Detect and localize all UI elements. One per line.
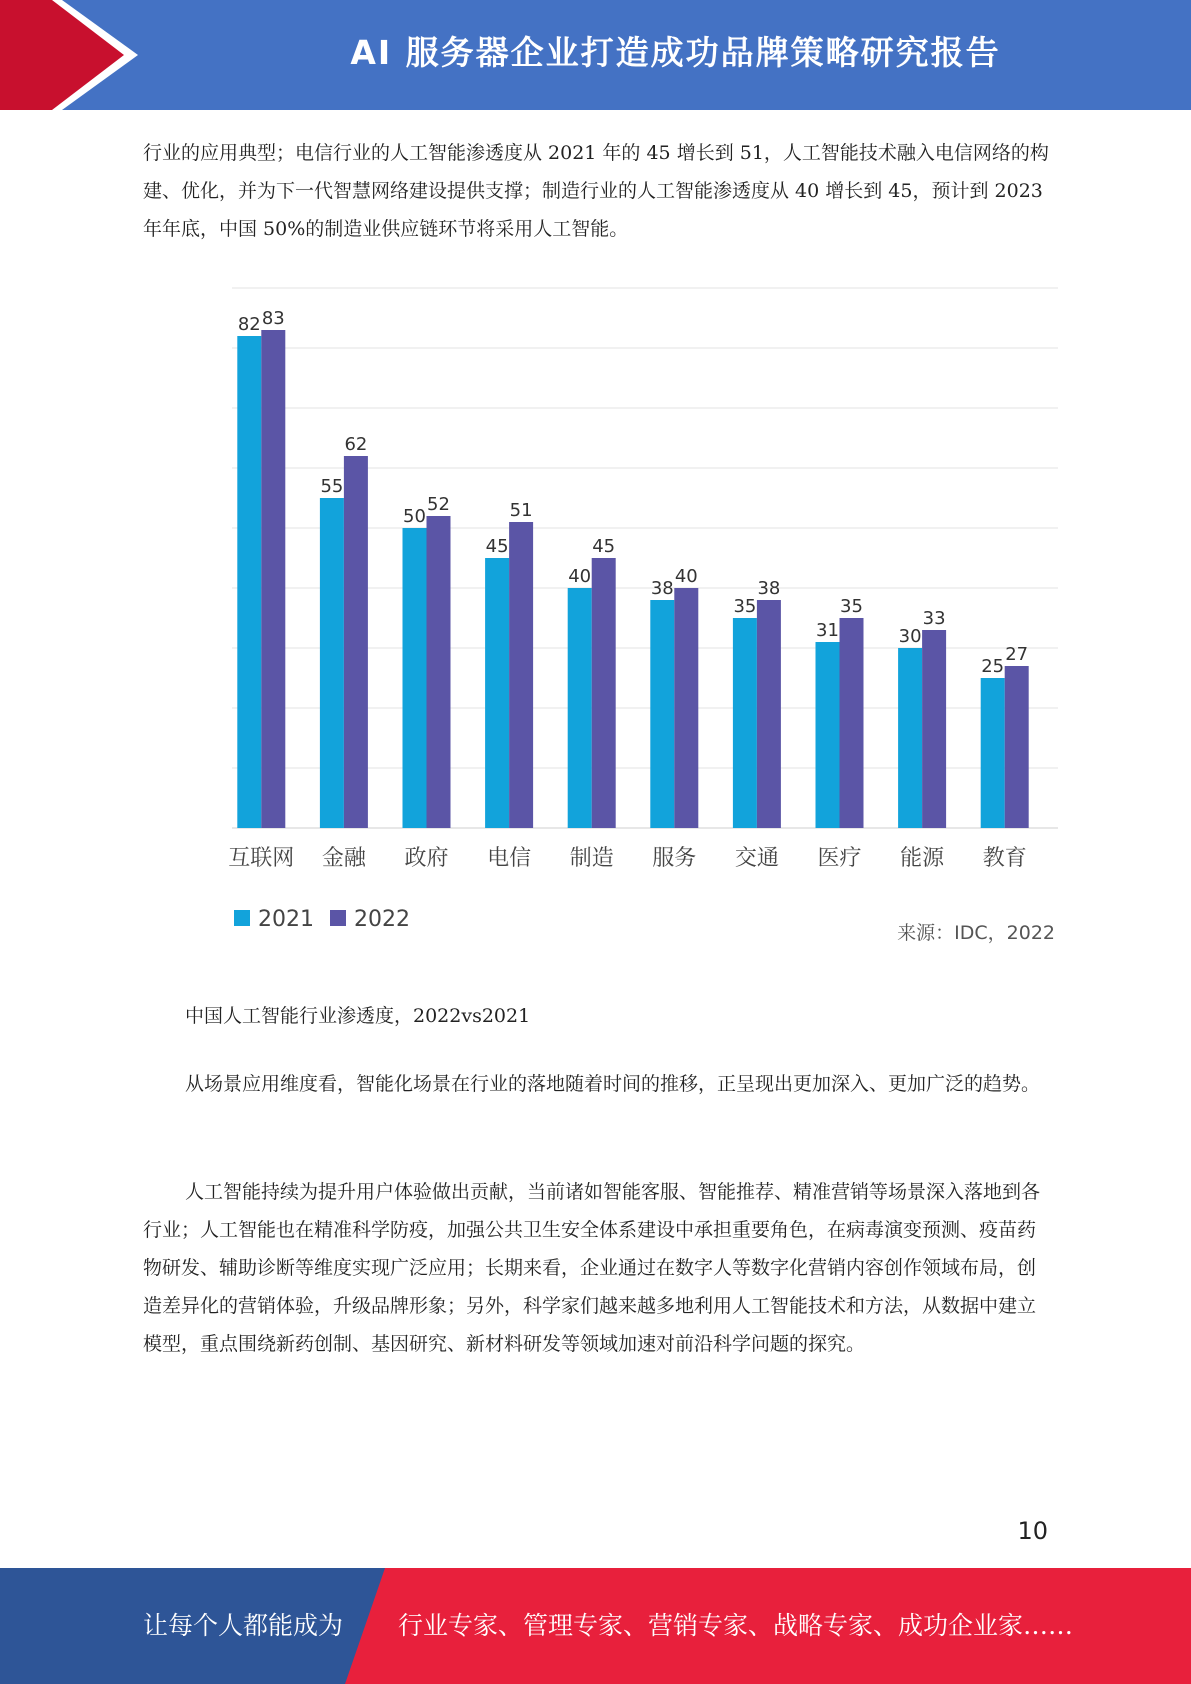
report-title: AI 服务器企业打造成功品牌策略研究报告 [350,33,1001,72]
x-tick-label: 制造 [569,846,614,871]
bar-2021 [898,648,922,828]
data-label: 31 [816,620,839,641]
penetration-bar-chart [210,272,1080,962]
bar-2022 [674,588,698,828]
data-label: 40 [674,566,698,587]
x-tick-label: 能源 [900,846,945,871]
page-footer [0,1568,1191,1684]
x-tick-label: 金融 [321,846,366,871]
body-paragraph-3: 人工智能持续为提升用户体验做出贡献，当前诸如智能客服、智能推荐、精准营销等场景深入落地到各行业；人工智能也在精准科学防疫，加强公共卫生安全体系建设中承担重要角色，在病毒演变预测、疫苗药物研发、辅助诊断等维度实现广泛应用；长期来看，企业通过在数字人等数字化营销内容创作领域布局，创造差异化的营销体验，升级品牌形象；另外，科学家们越来越多地利用人工智能技术和方法，从数据中建立模型，重点围绕新药创制、基因研究、新材料研发等领域加速对前沿科学问题的探究。 [143,1181,1041,1355]
body-paragraph-2: 从场景应用维度看，智能化场景在行业的落地随着时间的推移，正呈现出更加深入、更加广泛的趋势。 [185,1073,1041,1095]
data-label: 82 [237,314,261,335]
data-label: 33 [922,608,946,629]
data-label: 45 [485,536,509,557]
x-tick-label: 教育 [982,846,1027,871]
data-label: 35 [840,596,863,617]
bar-2021 [650,600,674,828]
data-label: 52 [427,494,450,515]
x-tick-label: 交通 [734,846,779,871]
legend-label: 2022 [354,907,410,932]
data-label: 25 [981,656,1005,677]
data-label: 55 [320,476,344,497]
data-label: 35 [733,596,757,617]
data-label: 30 [898,626,922,647]
bar-2022 [1005,666,1029,828]
bar-2022 [592,558,616,828]
data-label: 83 [261,308,285,329]
data-label: 27 [1005,644,1029,665]
bar-2022 [509,522,533,828]
bar-2021 [237,336,261,828]
bar-2022 [757,600,781,828]
footer-slogan-right: 行业专家、管理专家、营销专家、战略专家、成功企业家…… [398,1611,1074,1640]
bar-2021 [981,678,1005,828]
data-label: 62 [344,434,368,455]
data-label: 40 [568,566,592,587]
bar-2022 [261,330,285,828]
legend-label: 2021 [258,907,314,932]
bar-2022 [427,516,451,828]
x-tick-label: 互联网 [228,846,295,871]
bar-2021 [485,558,509,828]
chart-source: 来源：IDC，2022 [897,922,1055,944]
header-chevron-decoration [0,0,160,110]
x-tick-label: 服务 [652,846,697,871]
bar-2021 [403,528,427,828]
page-header [0,0,1191,110]
data-label: 45 [592,536,616,557]
bar-2021 [320,498,344,828]
bar-2021 [568,588,592,828]
bar-2022 [922,630,946,828]
x-tick-label: 电信 [487,846,532,871]
data-label: 38 [757,578,781,599]
bar-2022 [344,456,368,828]
footer-slogan-left: 让每个人都能成为 [143,1611,344,1640]
x-tick-label: 政府 [404,846,449,871]
chart-caption: 中国人工智能行业渗透度，2022vs2021 [185,1005,531,1027]
bar-2021 [816,642,840,828]
data-label: 50 [403,506,426,527]
page-number: 10 [1017,1517,1048,1545]
bar-2021 [733,618,757,828]
x-tick-label: 医疗 [817,846,862,871]
bar-2022 [840,618,864,828]
intro-paragraph: 行业的应用典型；电信行业的人工智能渗透度从 2021 年的 45 增长到 51，人工智能技术融入电信网络的构建、优化，并为下一代智慧网络建设提供支撑；制造行业的人工智能渗透度从 40 增长到 45，预计到 2023 年年底，中国 50%的制造业供应链环节将采用人工智能。 [143,142,1049,240]
legend-swatch [330,910,346,926]
legend-swatch [234,910,250,926]
data-label: 38 [650,578,674,599]
data-label: 51 [509,500,533,521]
